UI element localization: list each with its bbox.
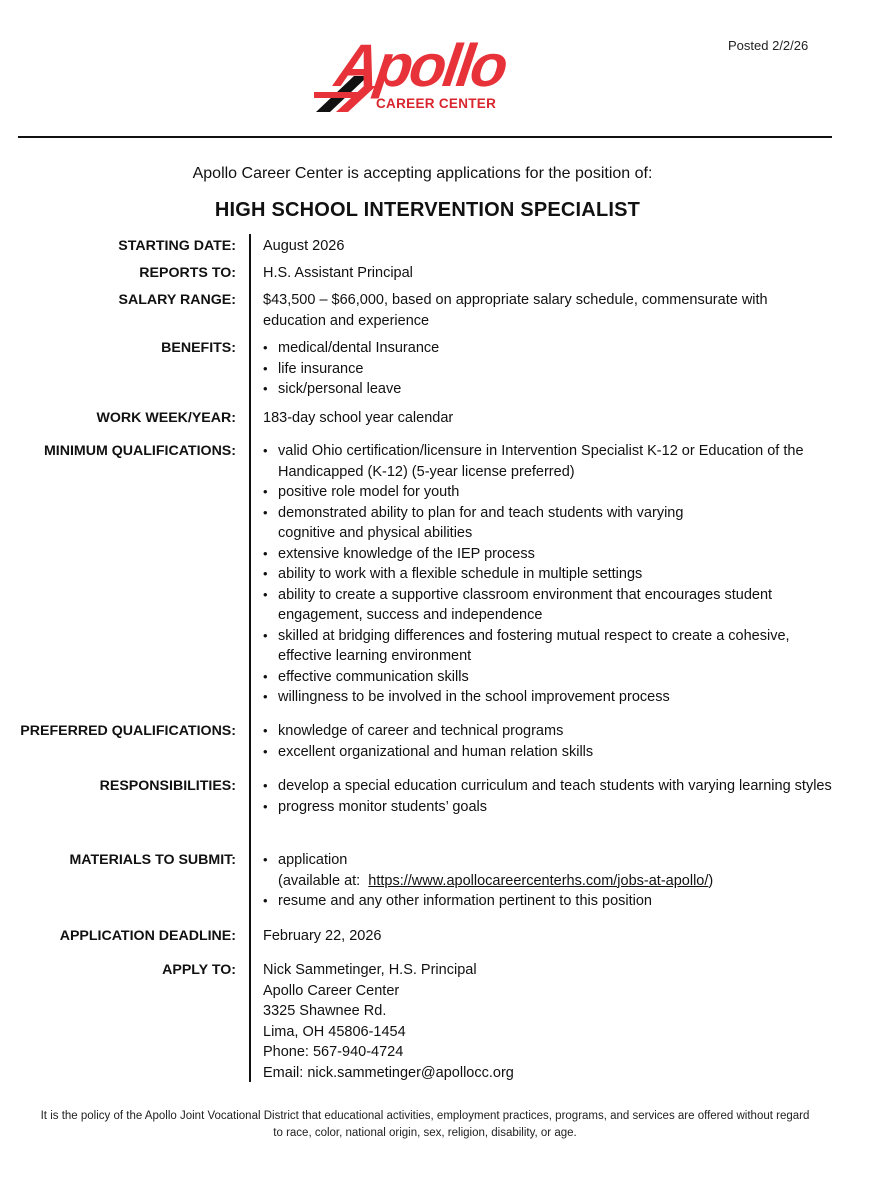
label-salary-range: SALARY RANGE: [118, 292, 236, 308]
label-starting-date: STARTING DATE: [118, 238, 236, 254]
list-item [263, 850, 843, 891]
apply-to-line: Apollo Career Center [263, 982, 400, 999]
label-reports-to: REPORTS TO: [139, 265, 236, 281]
apply-to-line: Nick Sammetinger, H.S. Principal [263, 962, 477, 978]
apollo-logo [314, 32, 520, 116]
list-item: • medical/dental Insurance [263, 338, 843, 359]
apply-to-line: Lima, OH 45806-1454 [263, 1023, 406, 1040]
label-preferred-qualifications: PREFERRED QUALIFICATIONS: [20, 723, 236, 739]
list-item: • progress monitor students’ goals [263, 797, 838, 818]
apply-to-phone: Phone: 567-940-4724 [263, 1044, 404, 1060]
label-materials-to-submit: MATERIALS TO SUBMIT: [69, 852, 236, 868]
list-item: • demonstrated ability to plan for and teach students with varying cognitive and physical abilities [263, 503, 833, 544]
list-item: • life insurance [263, 359, 843, 380]
list-item: • willingness to be involved in the school improvement process [263, 687, 833, 708]
material-application-note-end: ) [708, 872, 714, 889]
list-item: • skilled at bridging differences and fostering mutual respect to create a cohesive, effective learning environment [263, 626, 833, 667]
application-link[interactable]: https://www.apollocareercenterhs.com/jobs-at-apollo/ [368, 872, 709, 889]
label-work-week: WORK WEEK/YEAR: [96, 410, 236, 426]
logo-wordmark: Apollo [331, 32, 510, 99]
logo-subtitle: CAREER CENTER [376, 96, 497, 111]
benefits-list [263, 338, 843, 400]
material-application: application [278, 852, 348, 868]
list-item: • resume and any other information pertinent to this position [263, 891, 843, 912]
label-responsibilities: RESPONSIBILITIES: [99, 778, 236, 794]
label-minimum-qualifications: MINIMUM QUALIFICATIONS: [43, 443, 236, 459]
list-item: • ability to work with a flexible schedule in multiple settings [263, 564, 833, 585]
position-title: HIGH SCHOOL INTERVENTION SPECIALIST [214, 199, 641, 221]
apply-to-line: 3325 Shawnee Rd. [263, 1003, 387, 1019]
list-item: • excellent organizational and human relation skills [263, 742, 843, 763]
list-item: • knowledge of career and technical programs [263, 721, 843, 742]
posted-date: Posted 2/2/26 [728, 38, 809, 53]
minimum-qualifications-list [263, 441, 833, 708]
label-benefits: BENEFITS: [161, 340, 236, 356]
list-item: • positive role model for youth [263, 482, 833, 503]
apply-to-address [263, 960, 843, 1083]
value-reports-to: H.S. Assistant Principal [263, 265, 413, 281]
list-item: • extensive knowledge of the IEP process [263, 544, 833, 565]
list-item: • effective communication skills [263, 667, 833, 688]
responsibilities-list [263, 776, 838, 817]
list-item: • valid Ohio certification/licensure in Intervention Specialist K-12 or Education of the Handicapped (K-12) (5-year license preferred) [263, 441, 833, 482]
list-item: • develop a special education curriculum and teach students with varying learning styles [263, 776, 838, 797]
value-work-week: 183-day school year calendar [263, 410, 454, 426]
preferred-qualifications-list [263, 721, 843, 762]
list-item: • sick/personal leave [263, 379, 843, 400]
value-salary-range: $43,500 – $66,000, based on appropriate salary schedule, commensurate with education and experience [263, 292, 768, 329]
label-apply-to: APPLY TO: [162, 962, 236, 978]
intro-text: Apollo Career Center is accepting applications for the position of: [192, 165, 653, 182]
nondiscrimination-footer: It is the policy of the Apollo Joint Vocational District that educational activities, employment practices, programs, and services are offered without regard to race, color, national origin, sex, religion, disability, or age. [40, 1110, 810, 1139]
label-application-deadline: APPLICATION DEADLINE: [59, 928, 236, 944]
materials-list [263, 850, 843, 912]
material-application-note: (available at: [278, 872, 361, 889]
apply-to-email[interactable]: Email: nick.sammetinger@apollocc.org [263, 1064, 514, 1081]
header-divider [18, 136, 832, 138]
value-starting-date: August 2026 [263, 238, 345, 254]
column-divider [249, 234, 251, 1082]
value-application-deadline: February 22, 2026 [263, 928, 382, 944]
list-item: • ability to create a supportive classroom environment that encourages student engagement, success and independence [263, 585, 833, 626]
